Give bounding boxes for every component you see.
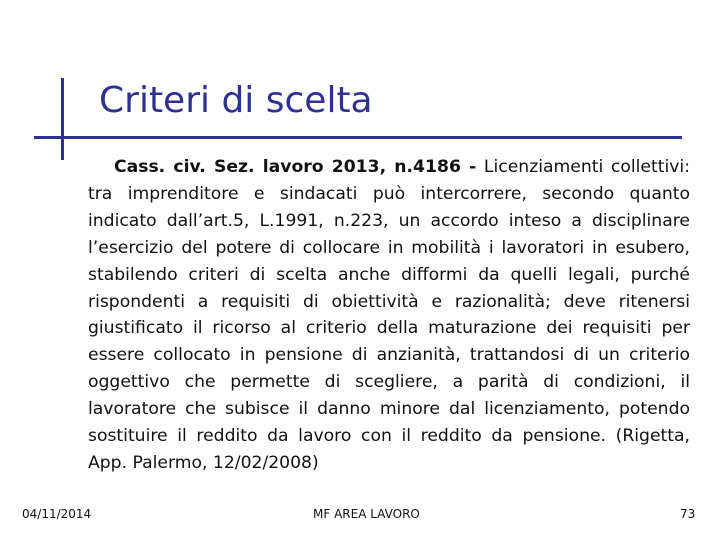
body-paragraph: Licenziamenti collettivi: tra imprenditore e sindacati può intercorrere, secondo quanto indicato dall’art.5, L.1991, n.223, un accordo inteso a disciplinare l’esercizio del potere di collocare in mobilità i lavoratori in esubero, stabilendo criteri di scelta anche difformi da quelli legali, purché rispondenti a requisiti di obiettività e razionalità; deve ritenersi giustificato il ricorso al criterio della maturazione dei requisiti per essere collocato in pensione di anzianità, trattandosi di un criterio oggettivo che permette di scegliere, a parità di condizioni, il lavoratore che subisce il danno minore dal licenziamento, potendo sostituire il reddito da lavoro con il reddito da pensione. (Rigetta, App. Palermo, 12/02/2008) (88, 157, 690, 473)
footer-date: 04/11/2014 (22, 507, 92, 521)
title-accent-horizontal-line (34, 136, 682, 139)
slide-title: Criteri di scelta (99, 80, 373, 121)
title-accent-vertical-line (61, 78, 64, 160)
footer-organization: MF AREA LAVORO (313, 507, 420, 521)
slide-body (88, 154, 690, 477)
case-citation: Cass. civ. Sez. lavoro 2013, n.4186 - (114, 157, 477, 177)
page-number: 73 (680, 507, 696, 521)
